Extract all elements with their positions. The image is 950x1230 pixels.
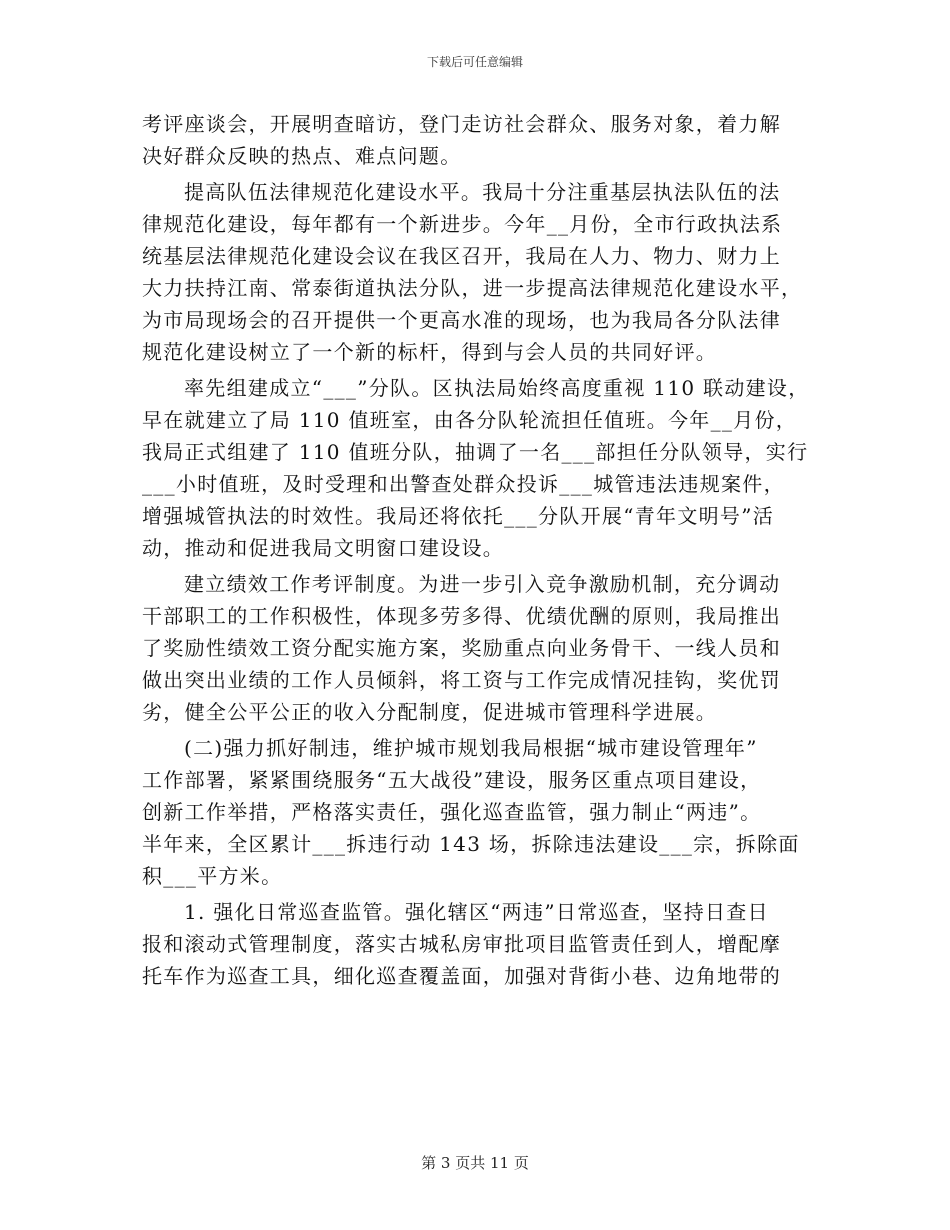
text-line: 做出突出业绩的工作人员倾斜，将工资与工作完成情况挂钩，奖优罚 bbox=[142, 668, 781, 692]
text-line: 为市局现场会的召开提供一个更高水准的现场，也为我局各分队法律 bbox=[142, 308, 781, 332]
text-line: 决好群众反映的热点、难点问题。 bbox=[142, 144, 462, 168]
text-line: 增强城管执法的时效性。我局还将依托___分队开展“青年文明号”活 bbox=[142, 504, 775, 528]
text-line: 规范化建设树立了一个新的标杆，得到与会人员的共同好评。 bbox=[142, 340, 718, 364]
paragraph-3 bbox=[142, 372, 814, 564]
paragraph-5 bbox=[142, 732, 814, 892]
text-line: 考评座谈会，开展明查暗访，登门走访社会群众、服务对象，着力解 bbox=[142, 112, 781, 136]
paragraph-2 bbox=[142, 176, 814, 368]
text-line: 建立绩效工作考评制度。为进一步引入竞争激励机制，充分调动 bbox=[184, 572, 781, 596]
document-body bbox=[142, 108, 814, 996]
page-header: 下载后可任意编辑 bbox=[426, 55, 523, 69]
text-line: 率先组建成立“___”分队。区执法局始终高度重视 110 联动建设， bbox=[184, 376, 810, 400]
text-line: 动，推动和促进我局文明窗口建设设。 bbox=[142, 536, 505, 560]
text-line: 劣，健全公平公正的收入分配制度，促进城市管理科学进展。 bbox=[142, 700, 718, 724]
text-line: 托车作为巡查工具，细化巡查覆盖面，加强对背街小巷、边角地带的 bbox=[142, 964, 781, 988]
text-line: 大力扶持江南、常泰街道执法分队，进一步提高法律规范化建设水平， bbox=[142, 276, 803, 300]
text-line: 干部职工的工作积极性，体现多劳多得、优绩优酬的原则，我局推出 bbox=[142, 604, 781, 628]
text-line: 半年来，全区累计___拆违行动 143 场，拆除违法建设___宗，拆除面 bbox=[142, 832, 800, 856]
text-line: 律规范化建设，每年都有一个新进步。今年__月份，全市行政执法系 bbox=[142, 212, 783, 236]
text-line: 了奖励性绩效工资分配实施方案，奖励重点向业务骨干、一线人员和 bbox=[142, 636, 781, 660]
text-line: 早在就建立了局 110 值班室，由各分队轮流担任值班。今年__月份， bbox=[142, 408, 798, 432]
text-line: (二)强力抓好制违，维护城市规划我局根据“城市建设管理年” bbox=[184, 736, 758, 760]
page-footer: 第 3 页共 11 页 bbox=[421, 1154, 529, 1172]
text-line: 积___平方米。 bbox=[142, 864, 283, 888]
text-line: 报和滚动式管理制度，落实古城私房审批项目监管责任到人，增配摩 bbox=[142, 932, 781, 956]
paragraph-4 bbox=[142, 568, 814, 728]
paragraph-6 bbox=[142, 896, 814, 992]
text-line: 创新工作举措，严格落实责任，强化巡查监管，强力制止“两违”。 bbox=[142, 800, 762, 824]
text-line: 统基层法律规范化建设会议在我区召开，我局在人力、物力、财力上 bbox=[142, 244, 781, 268]
text-line: 提高队伍法律规范化建设水平。我局十分注重基层执法队伍的法 bbox=[184, 180, 781, 204]
text-line: 工作部署，紧紧围绕服务“五大战役”建设，服务区重点项目建设， bbox=[142, 768, 762, 792]
paragraph-1 bbox=[142, 108, 814, 172]
text-line: ___小时值班，及时受理和出警查处群众投诉___城管违法违规案件， bbox=[142, 472, 785, 496]
text-line: 我局正式组建了 110 值班分队，抽调了一名___部担任分队领导，实行 bbox=[142, 440, 809, 464]
text-line: 1. 强化日常巡查监管。强化辖区“两违”日常巡查，坚持日查日 bbox=[184, 900, 769, 924]
